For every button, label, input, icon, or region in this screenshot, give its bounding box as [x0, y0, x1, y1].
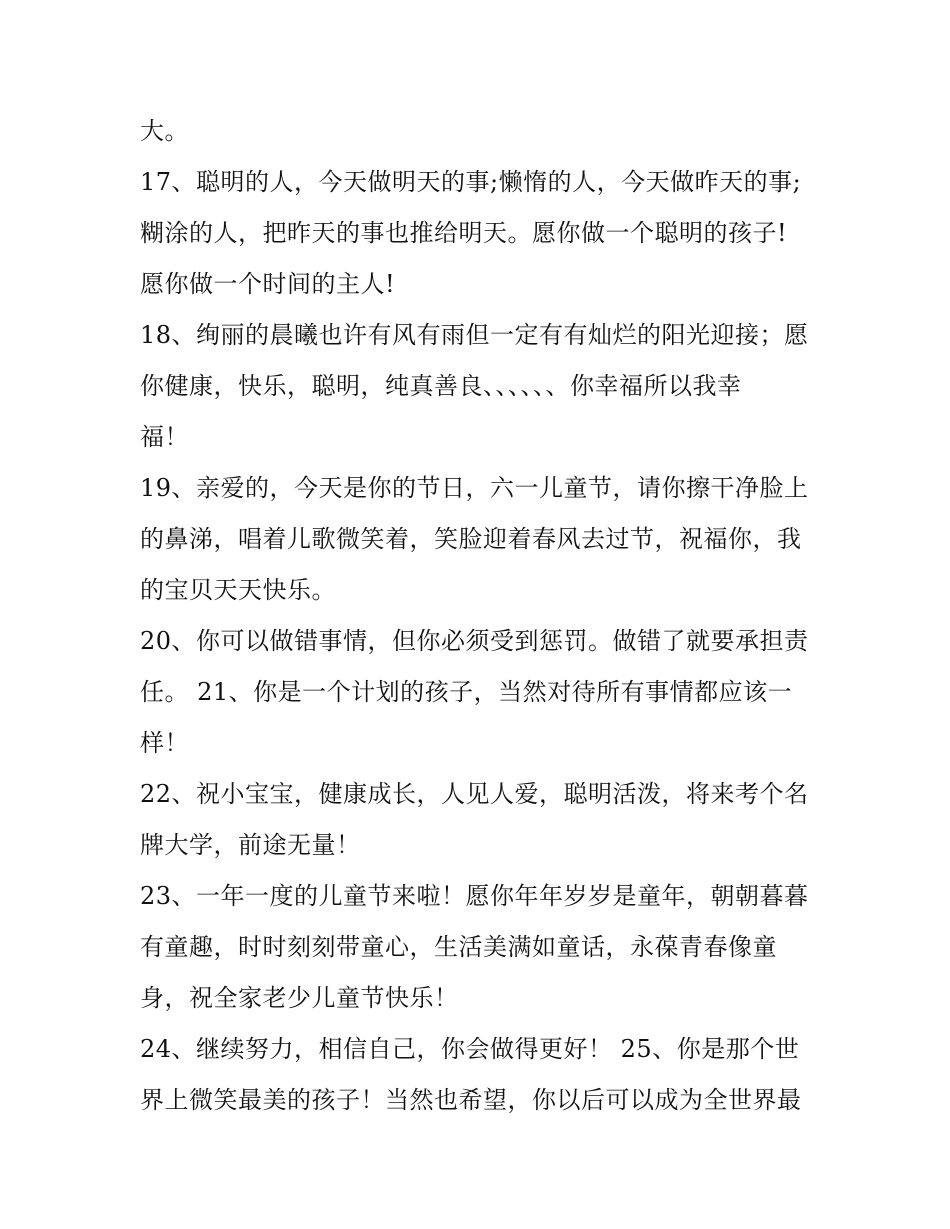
- text-line: 福！: [140, 423, 189, 451]
- text-line: 18、绚丽的晨曦也许有风有雨但一定有有灿烂的阳光迎接；愿: [140, 321, 809, 349]
- text-line: 界上微笑最美的孩子！当然也希望，你以后可以成为全世界最: [140, 1086, 802, 1114]
- text-line: 样！: [140, 729, 189, 757]
- text-line: 24、继续努力，相信自己，你会做得更好！ 25、你是那个世: [140, 1035, 800, 1063]
- text-line: 身，祝全家老少儿童节快乐！: [140, 984, 459, 1012]
- text-line: 22、祝小宝宝，健康成长，人见人爱，聪明活泼，将来考个名: [140, 780, 809, 808]
- text-line: 任。 21、你是一个计划的孩子，当然对待所有事情都应该一: [140, 678, 793, 706]
- text-line: 的宝贝天天快乐。: [140, 576, 336, 604]
- text-line: 大。: [140, 117, 189, 145]
- text-line: 23、一年一度的儿童节来啦！愿你年年岁岁是童年，朝朝暮暮: [140, 882, 809, 910]
- text-line: 糊涂的人，把昨天的事也推给明天。愿你做一个聪明的孩子!: [140, 219, 788, 247]
- text-line: 愿你做一个时间的主人!: [140, 270, 396, 298]
- text-line: 牌大学，前途无量！: [140, 831, 361, 859]
- text-line: 17、聪明的人，今天做明天的事;懒惰的人，今天做昨天的事;: [140, 168, 802, 196]
- text-line: 你健康，快乐，聪明，纯真善良、、、、、、你幸福所以我幸: [140, 372, 742, 400]
- text-line: 的鼻涕，唱着儿歌微笑着，笑脸迎着春风去过节，祝福你，我: [140, 525, 802, 553]
- text-line: 有童趣，时时刻刻带童心，生活美满如童话，永葆青春像童: [140, 933, 777, 961]
- text-line: 19、亲爱的，今天是你的节日，六一儿童节，请你擦干净脸上: [140, 474, 809, 502]
- text-line: 20、你可以做错事情，但你必须受到惩罚。做错了就要承担责: [140, 627, 809, 655]
- document-body: [140, 106, 815, 1126]
